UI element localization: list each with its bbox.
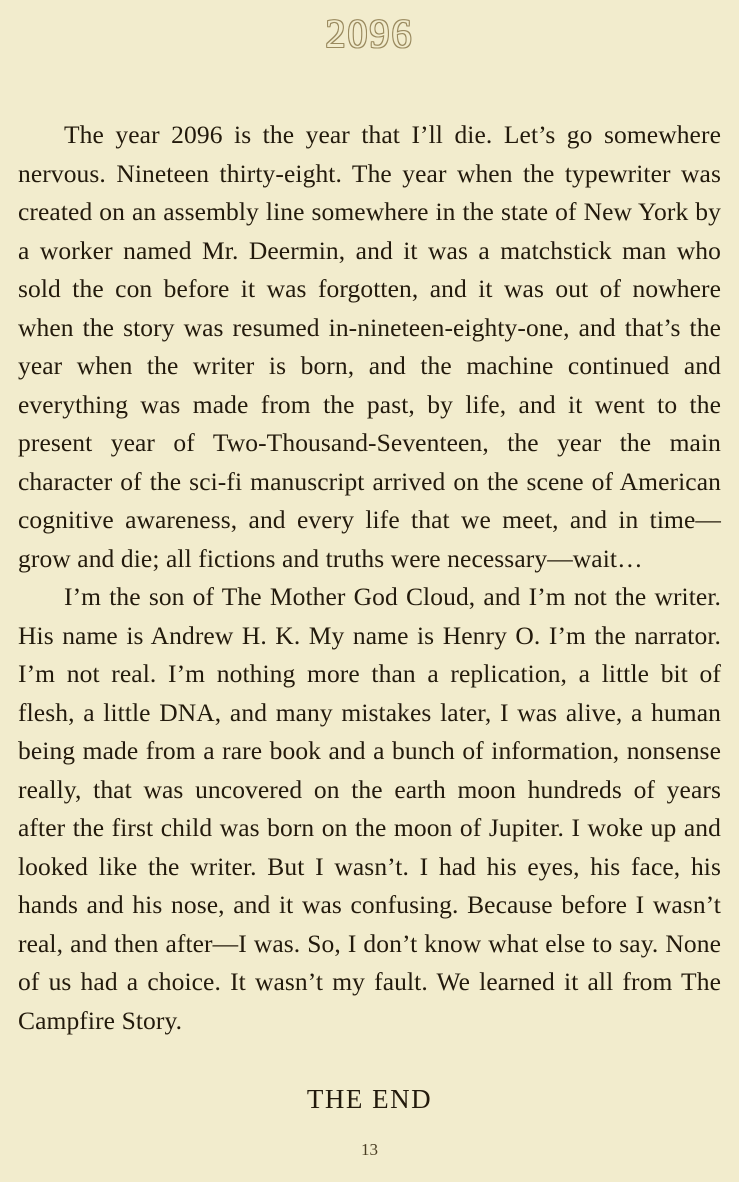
the-end-marker: THE END — [306, 1084, 433, 1114]
body-paragraph-2 — [10, 578, 729, 1040]
paragraph-text: The year 2096 is the year that I’ll die. Let’s go somewhere nervous. Nineteen thirty-eight. The year when the typewriter was created on an assembly line somewhere in the state of New York by a worker named Mr. Deermin, and it was a matchstick man who sold the con before it was forgotten, and it was out of nowhere when the story was resumed in-nineteen-eighty-one, and that’s the year when the writer is born, and the machine continued and everything was made from the past, by life, and it went to the present year of Two-Thousand-Seventeen, the year the main character of the sci-fi manuscript arrived on the scene of American cognitive awareness, and every life that we meet, and in time—grow and die; all fictions and truths were necessary—wait… — [18, 120, 721, 573]
chapter-title — [10, 0, 729, 54]
paragraph-text: I’m the son of The Mother God Cloud, and I’m not the writer. His name is Andrew H. K. My name is Henry O. I’m the narrator. I’m not real. I’m nothing more than a replication, a little bit of flesh, a little DNA, and many mistakes later, I was alive, a human being made from a rare book and a bunch of information, nonsense really, that was uncovered on the earth moon hundreds of years after the first child was born on the moon of Jupiter. I woke up and looked like the writer. But I wasn’t. I had his eyes, his face, his hands and his nose, and it was confusing. Because before I wasn’t real, and then after—I was. So, I don’t know what else to say. None of us had a choice. It wasn’t my fault. We learned it all from The Campfire Story. — [18, 582, 721, 1035]
page-number: 13 — [361, 1140, 378, 1159]
body-paragraph-1 — [10, 116, 729, 578]
chapter-title-text: 2096 — [325, 11, 414, 56]
